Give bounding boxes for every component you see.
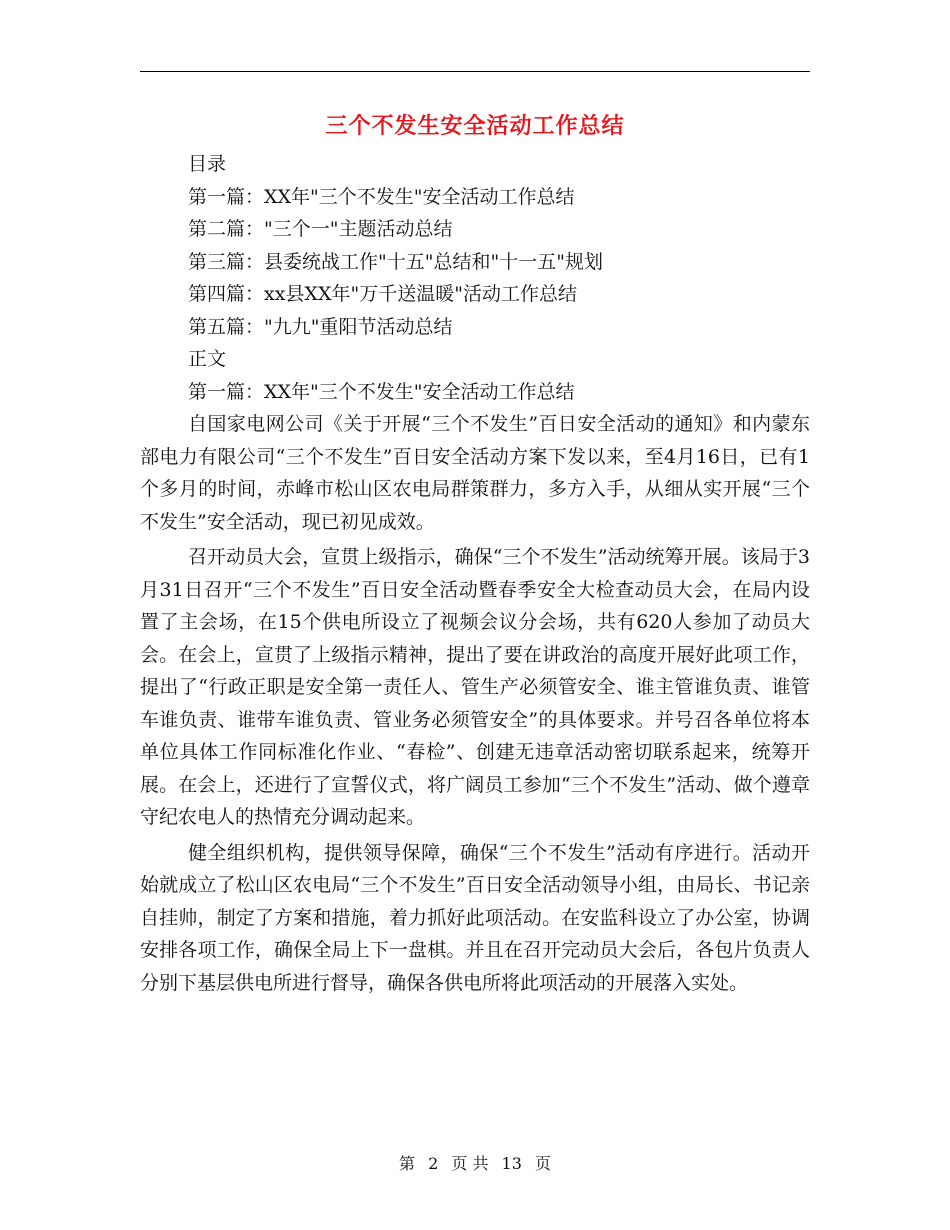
section-title: 第一篇：XX年"三个不发生"安全活动工作总结 [188,380,575,403]
footer-prefix: 第 [398,1154,415,1173]
footer-suffix: 页 [535,1154,552,1173]
toc-item: 第四篇：xx县XX年"万千送温暖"活动工作总结 [188,283,577,305]
page-total: 13 [501,1154,522,1173]
toc-item: 第三篇：县委统战工作"十五"总结和"十一五"规划 [188,250,603,273]
body-paragraph: 自国家电网公司《关于开展“三个不发生”百日安全活动的通知》和内蒙东部电力有限公司“三个不发生”百日安全活动方案下发以来，至4月16日，已有1 个多月的时间，赤峰市松山区农电局群策群力，多方入手，从细从实开展“三个不发生”安全活动，现已初见成效。 [140,413,810,533]
document-title: 三个不发生安全活动工作总结 [325,113,625,139]
header-rule [140,71,810,72]
document-body [140,148,810,1002]
toc-item: 第一篇：XX年"三个不发生"安全活动工作总结 [188,185,575,208]
toc-item: 第二篇："三个一"主题活动总结 [188,218,453,240]
body-paragraph: 召开动员大会，宣贯上级指示，确保“三个不发生”活动统筹开展。该局于3月31日召开“三个不发生”百日安全活动暨春季安全大检查动员大会，在局内设置了主会场，在15个供电所设立了视频会议分会场，共有620人参加了动员大会。在会上，宣贯了上级指示精神，提出了要在讲政治的高度开展好此项工作，提出了“行政正职是安全第一责任人、管生产必须管安全、谁主管谁负责、谁管车谁负责、谁带车谁负责、管业务必须管安全”的具体要求。并号召各单位将本单位具体工作同标准化作业、“春检”、创建无违章活动密切联系起来，统筹开展。在会上，还进行了宣誓仪式，将广阔员工参加“三个不发生”活动、做个遵章守纪农电人的热情充分调动起来。 [140,546,810,828]
body-heading: 正文 [188,348,227,370]
page-footer [140,1152,810,1176]
toc-item: 第五篇："九九"重阳节活动总结 [188,315,453,338]
toc-heading: 目录 [188,153,227,175]
body-paragraph: 健全组织机构，提供领导保障，确保“三个不发生”活动有序进行。活动开始就成立了松山区农电局“三个不发生”百日安全活动领导小组，由局长、书记亲自挂帅，制定了方案和措施，着力抓好此项活动。在安监科设立了办公室，协调安排各项工作，确保全局上下一盘棋。并且在召开完动员大会后，各包片负责人分别下基层供电所进行督导，确保各供电所将此项活动的开展落入实处。 [140,841,810,994]
footer-middle: 页 共 [451,1154,489,1173]
page-number: 2 [428,1154,439,1173]
